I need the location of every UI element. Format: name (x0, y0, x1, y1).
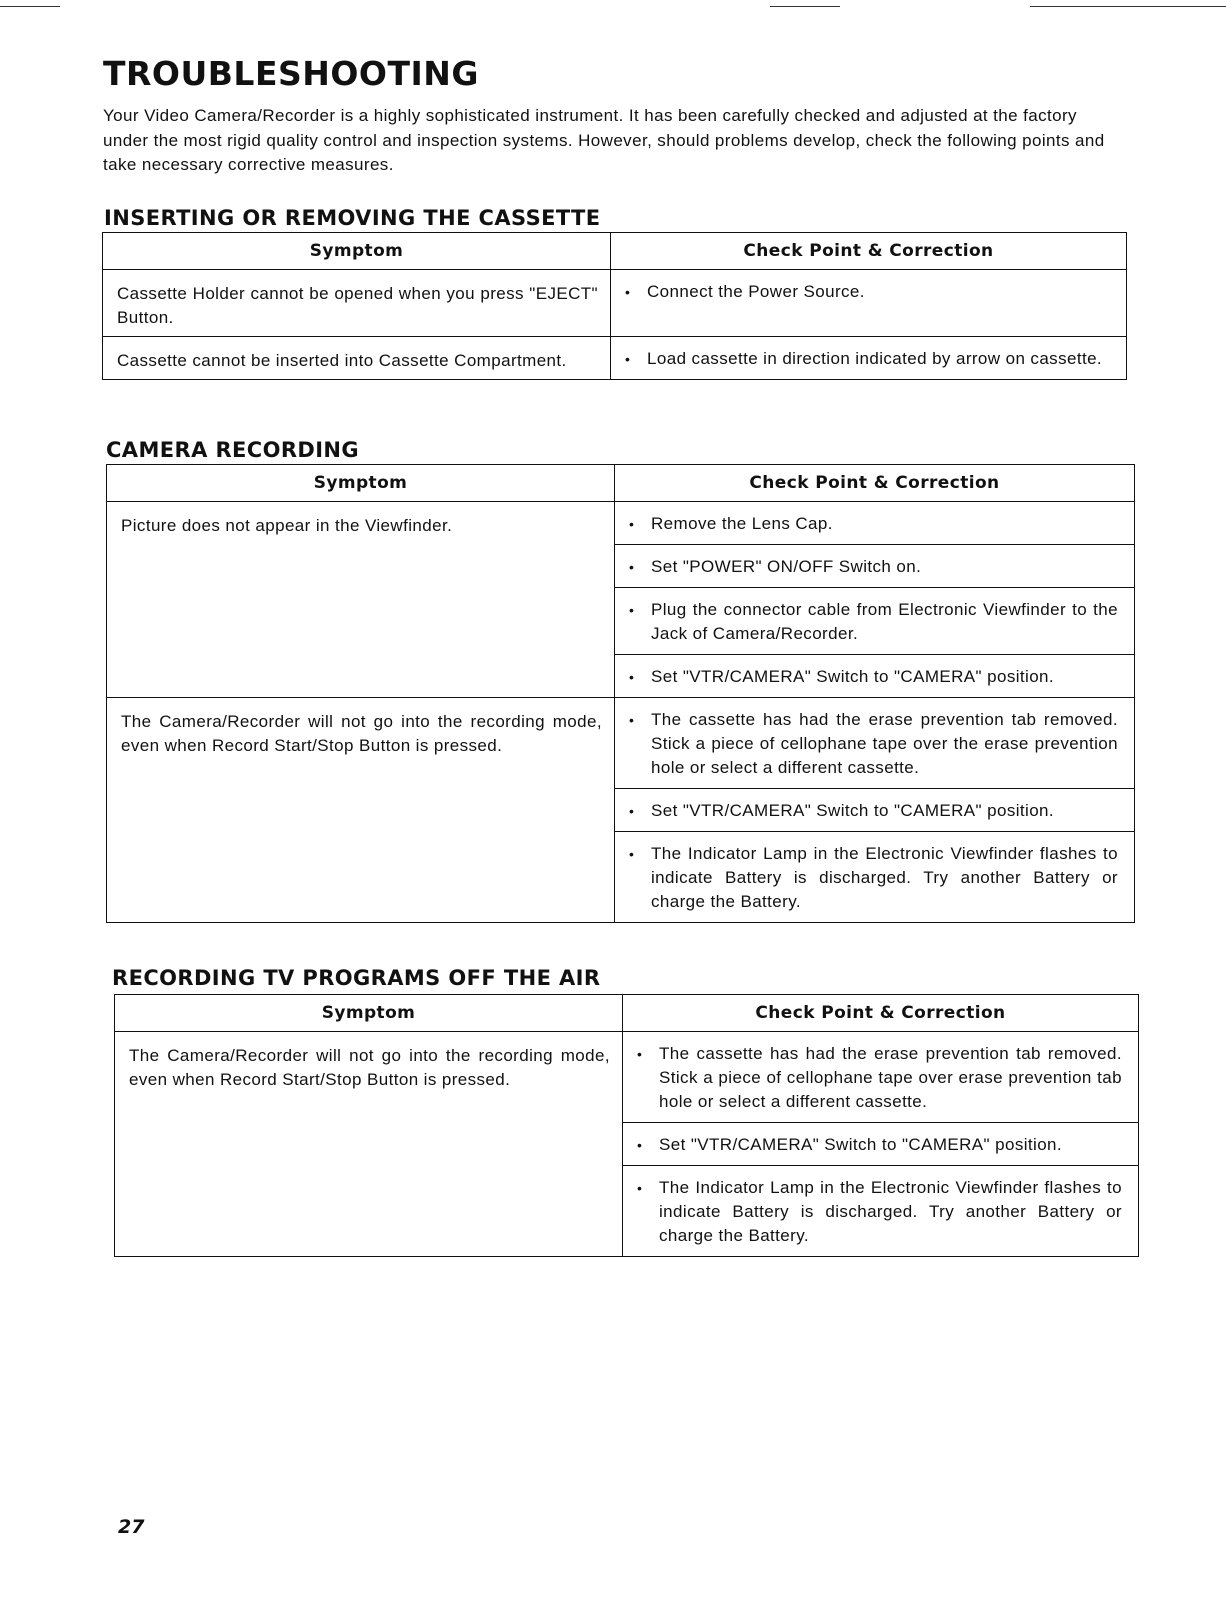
symptom-cell: Cassette cannot be inserted into Cassette Compartment. (103, 337, 611, 380)
check-item (615, 831, 1134, 922)
check-item (623, 1165, 1138, 1256)
check-item (623, 1032, 1138, 1122)
page-number: 27 (118, 1516, 145, 1538)
table-header-row (103, 233, 1127, 270)
check-item (611, 337, 1126, 379)
bullet-icon: • (629, 712, 635, 728)
symptom-header: Symptom (103, 233, 611, 270)
bullet-icon: • (637, 1180, 643, 1196)
bullet-icon: • (629, 669, 635, 685)
check-text: Remove the Lens Cap. (651, 514, 833, 533)
check-text: Plug the connector cable from Electronic Viewfinder to the Jack of Camera/Recorder. (651, 600, 1118, 643)
top-rule-right (1030, 6, 1226, 7)
check-text: The Indicator Lamp in the Electronic Viewfinder flashes to indicate Battery is discharged. Try another Battery or charge the Battery. (651, 844, 1118, 911)
bullet-icon: • (629, 559, 635, 575)
check-item (611, 270, 1126, 312)
check-text: The cassette has had the erase prevention tab removed. Stick a piece of cellophane tape over the erase prevention hole or select a different cassette. (651, 710, 1118, 777)
top-rule-mid (770, 6, 840, 7)
table-row (103, 270, 1127, 337)
check-text: Connect the Power Source. (647, 282, 865, 301)
check-cell (615, 502, 1135, 698)
symptom-header: Symptom (107, 465, 615, 502)
check-item (615, 544, 1134, 587)
table-row (115, 1032, 1139, 1257)
check-text: The Indicator Lamp in the Electronic Viewfinder flashes to indicate Battery is discharged. Try another Battery or charge the Battery. (659, 1178, 1122, 1245)
bullet-icon: • (625, 351, 631, 367)
check-text: The cassette has had the erase prevention tab removed. Stick a piece of cellophane tape over erase prevention tab hole or select a different cassette. (659, 1044, 1122, 1111)
check-header: Check Point & Correction (615, 465, 1135, 502)
section-title-cassette: INSERTING OR REMOVING THE CASSETTE (104, 206, 601, 230)
check-cell (611, 270, 1127, 337)
bullet-icon: • (625, 284, 631, 300)
table-header-row (107, 465, 1135, 502)
check-text: Set "VTR/CAMERA" Switch to "CAMERA" position. (651, 667, 1055, 686)
symptom-cell: Picture does not appear in the Viewfinder. (107, 502, 615, 698)
check-header: Check Point & Correction (611, 233, 1127, 270)
check-text: Load cassette in direction indicated by arrow on cassette. (647, 349, 1103, 368)
check-text: Set "VTR/CAMERA" Switch to "CAMERA" position. (651, 801, 1055, 820)
section-title-tv-programs: RECORDING TV PROGRAMS OFF THE AIR (112, 966, 601, 990)
page-title: TROUBLESHOOTING (103, 54, 479, 93)
symptom-cell: The Camera/Recorder will not go into the recording mode, even when Record Start/Stop Button is pressed. (115, 1032, 623, 1257)
check-item (615, 788, 1134, 831)
table-header-row (115, 995, 1139, 1032)
check-item (615, 587, 1134, 654)
check-text: Set "VTR/CAMERA" Switch to "CAMERA" position. (659, 1135, 1063, 1154)
bullet-icon: • (629, 803, 635, 819)
bullet-icon: • (629, 846, 635, 862)
top-rule-left (0, 6, 60, 7)
camera-recording-table (106, 464, 1135, 923)
check-text: Set "POWER" ON/OFF Switch on. (651, 557, 922, 576)
cassette-table (102, 232, 1127, 380)
bullet-icon: • (629, 602, 635, 618)
table-row (107, 502, 1135, 698)
symptom-cell: Cassette Holder cannot be opened when you press "EJECT" Button. (103, 270, 611, 337)
check-item (615, 698, 1134, 788)
check-header: Check Point & Correction (623, 995, 1139, 1032)
bullet-icon: • (637, 1046, 643, 1062)
check-item (623, 1122, 1138, 1165)
section-title-camera: CAMERA RECORDING (106, 438, 360, 462)
symptom-header: Symptom (115, 995, 623, 1032)
check-cell (611, 337, 1127, 380)
table-row (103, 337, 1127, 380)
check-item (615, 654, 1134, 697)
intro-paragraph: Your Video Camera/Recorder is a highly sophisticated instrument. It has been carefully checked and adjusted at the factory under the most rigid quality control and inspection systems. However, should problems develop, check the following points and take necessary corrective measures. (103, 106, 1105, 174)
bullet-icon: • (629, 516, 635, 532)
check-cell (615, 698, 1135, 923)
check-item (615, 502, 1134, 544)
table-row (107, 698, 1135, 923)
bullet-icon: • (637, 1137, 643, 1153)
symptom-cell: The Camera/Recorder will not go into the recording mode, even when Record Start/Stop Button is pressed. (107, 698, 615, 923)
tv-recording-table (114, 994, 1139, 1257)
check-cell (623, 1032, 1139, 1257)
